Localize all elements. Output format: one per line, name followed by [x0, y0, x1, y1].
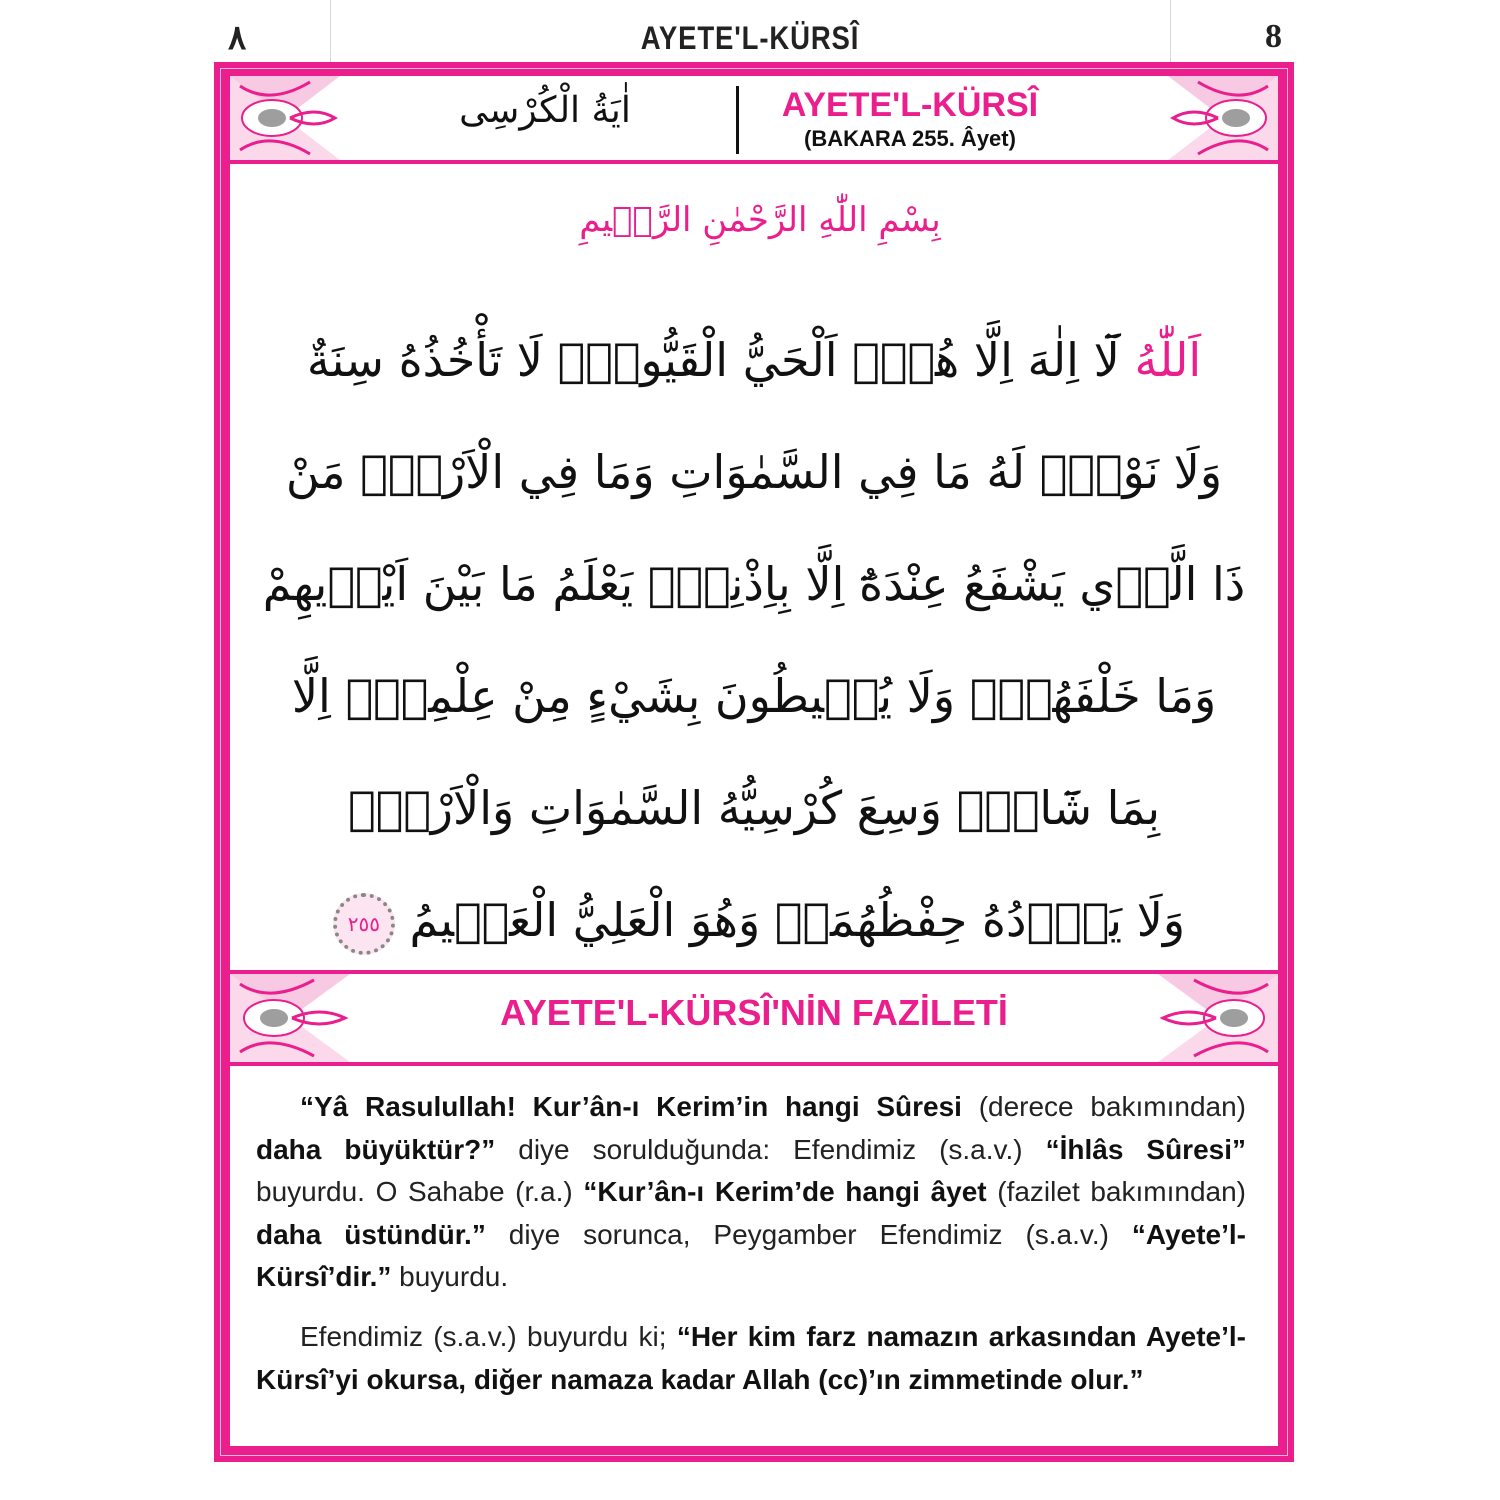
- ayah-line: ذَا الَّذ۪ي يَشْفَعُ عِنْدَهُٓ اِلَّا بِاِذْنِه۪ۜ يَعْلَمُ مَا بَيْنَ اَيْد۪يهِمْ: [262, 557, 1246, 611]
- verse-panel: [230, 164, 1278, 970]
- bold-text: “Yâ Rasulullah! Kur’ân-ı Kerim’in hangi Sûresi: [300, 1091, 962, 1122]
- bold-text: “Her kim farz namazın arkasından Ayete’l-Kürsî’yi okursa, diğer namaza kadar Allah (cc)’ın zimmetinde olur.”: [256, 1321, 1246, 1395]
- bold-text: daha büyüktür?”: [256, 1133, 496, 1165]
- ayah-line: وَلَا نَوْمٌۜ لَهُ مَا فِي السَّمٰوَاتِ وَمَا فِي الْاَرْضِۜ مَنْ: [285, 445, 1223, 499]
- page-number-arabic: ٨: [228, 20, 247, 57]
- guide-line-right: [1170, 0, 1171, 62]
- ayah-line: [250, 864, 1258, 976]
- bismillah: [270, 200, 1250, 270]
- page-frame: [214, 62, 1294, 1462]
- title-separator: [736, 86, 739, 154]
- paragraph-1: [256, 1086, 1246, 1299]
- paragraph-2: [256, 1316, 1246, 1401]
- bold-text: daha üstündür.”: [256, 1218, 486, 1250]
- body-text: buyurdu. O Sahabe (r.a.): [256, 1176, 584, 1207]
- body-text: Efendimiz (s.a.v.) buyurdu ki;: [300, 1321, 677, 1352]
- arabic-title: اٰيَةُ الْكُرْسِى: [459, 90, 631, 131]
- ayah-line: [250, 304, 1258, 416]
- allah-word: اَللّٰهُ: [1134, 333, 1202, 387]
- ayah-line-text: لَٓا اِلٰهَ اِلَّا هُوَۚ اَلْحَيُّ الْقَيُّومُۚ لَا تَأْخُذُهُ سِنَةٌ: [306, 333, 1120, 387]
- header-band: [230, 76, 1278, 160]
- fazilet-title: AYETE'L-KÜRSÎ'NİN FAZİLETİ: [500, 992, 1008, 1033]
- body-text: (fazilet bakımından): [986, 1176, 1246, 1207]
- body-text: buyurdu.: [391, 1261, 509, 1292]
- ayah-line: بِمَا شَٓاءَۚ وَسِعَ كُرْسِيُّهُ السَّمٰوَاتِ وَالْاَرْضَۚ: [347, 781, 1161, 835]
- bold-text: “İhlâs Sûresi”: [1045, 1133, 1246, 1165]
- body-text: (derece bakımından): [961, 1091, 1247, 1122]
- bismillah-text: بِسْمِ اللّٰهِ الرَّحْمٰنِ الرَّح۪يمِ: [579, 200, 941, 240]
- body-text: diye sorunca, Peygamber Efendimiz (s.a.v.): [485, 1218, 1132, 1250]
- section-subtitle: (BAKARA 255. Âyet): [804, 126, 1016, 151]
- fazilet-band: [230, 974, 1278, 1062]
- running-title: AYETE'L-KÜRSÎ: [640, 20, 860, 56]
- body-text: diye sorulduğunda: Efendimiz (s.a.v.): [495, 1133, 1046, 1165]
- ayah-text: [250, 304, 1258, 976]
- ayah-line: وَمَا خَلْفَهُمْۚ وَلَا يُح۪يطُونَ بِشَيْءٍ مِنْ عِلْمِه۪ٓ اِلَّا: [291, 669, 1217, 723]
- floral-ornament-icon: [1168, 76, 1278, 160]
- floral-ornament-icon: [230, 76, 340, 160]
- section-title: AYETE'L-KÜRSÎ: [781, 86, 1039, 124]
- bold-text: “Ayete’l-Kürsî’dir.”: [256, 1218, 1246, 1292]
- bold-text: “Kur’ân-ı Kerim’de hangi âyet: [583, 1176, 987, 1207]
- page-number: 8: [1265, 18, 1282, 55]
- fazilet-text-panel: [230, 1066, 1278, 1446]
- ayah-number-badge: ٢٥٥: [333, 893, 395, 955]
- ayah-line-text: وَلَا يَؤُ۫دُهُ حِفْظُهُمَاۚ وَهُوَ الْعَلِيُّ الْعَظ۪يمُ: [409, 893, 1186, 947]
